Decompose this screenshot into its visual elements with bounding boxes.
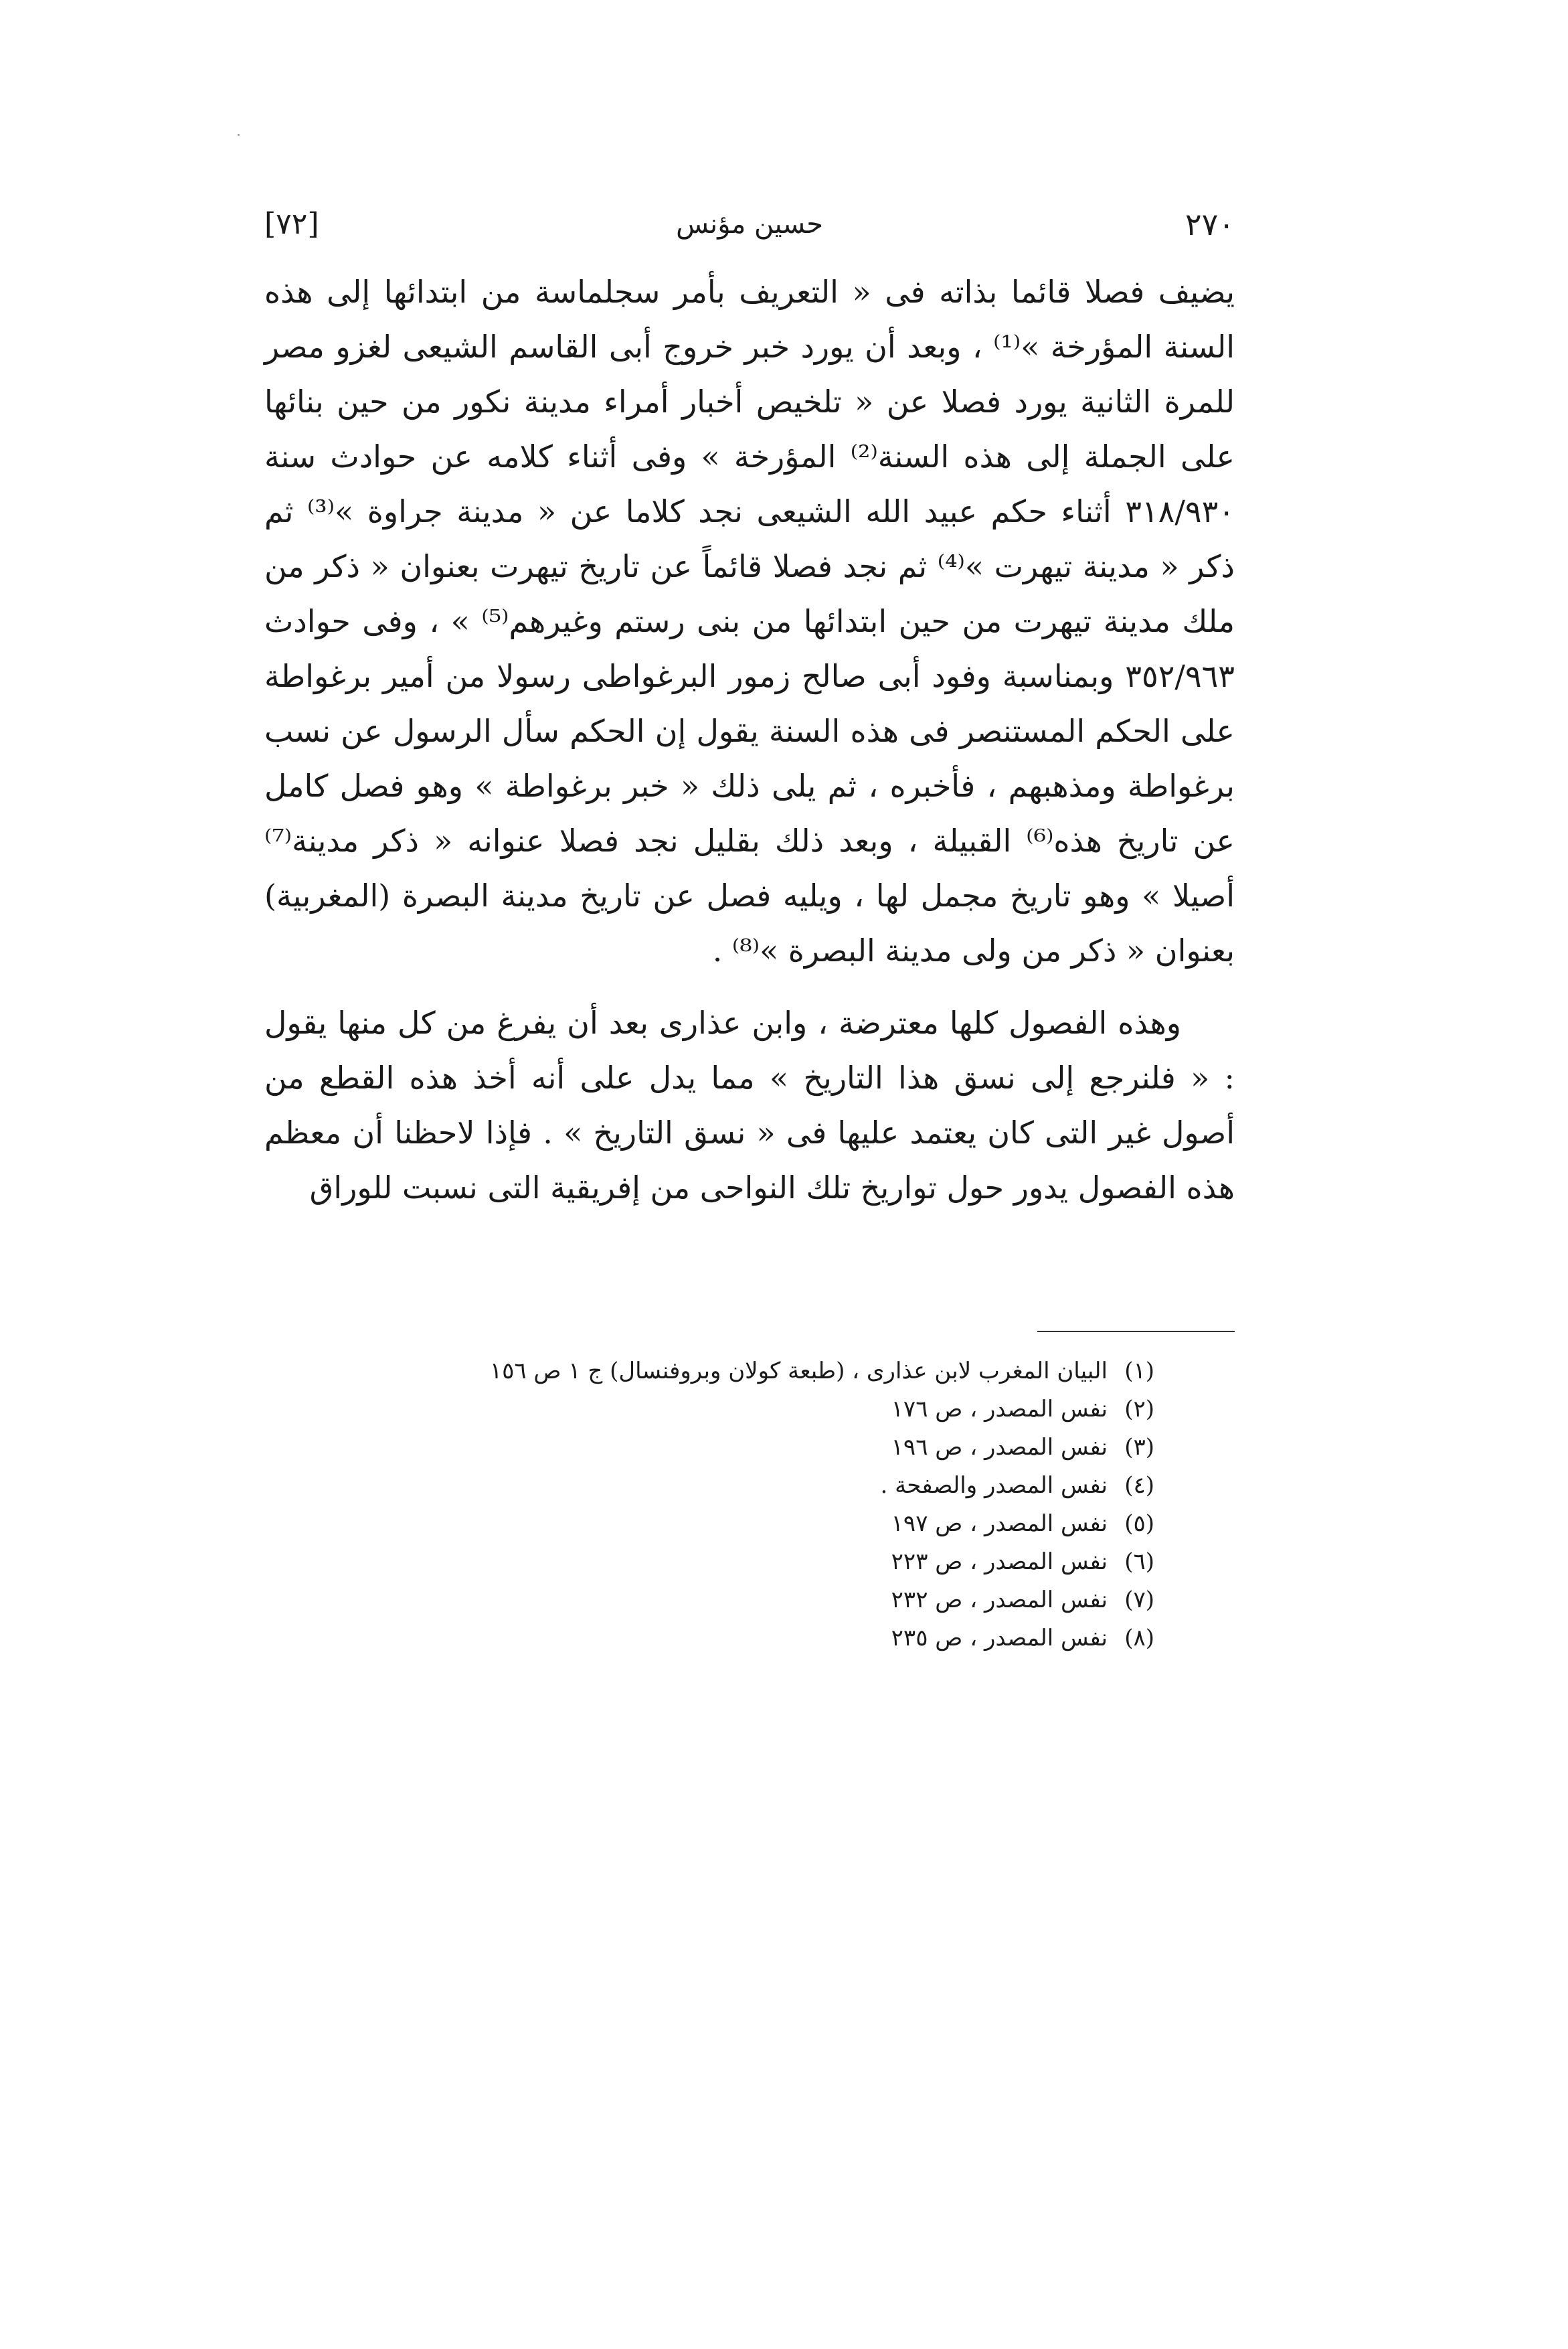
footnote [264,1429,1154,1467]
footnote-marker: (٦) [1124,1548,1154,1575]
footnote-marker: (٨) [1124,1625,1154,1651]
footnote-text: نفس المصدر ، ص ٢٢٣ [891,1548,1108,1575]
footnote-marker: (١) [1124,1358,1154,1384]
footnote-marker: (٥) [1124,1510,1154,1537]
body-text [264,264,1235,1215]
paragraph: يضيف فصلا قائما بذاته فى « التعريف بأمر سجلماسة من ابتدائها إلى هذه السنة المؤرخة »⁽¹⁾ ، وبعد أن يورد خبر خروج أبى القاسم الشيعى لغزو مصر للمرة الثانية يورد فصلا عن « تلخيص أخبار أمراء مدينة نكور من حين بنائها على الجملة إلى هذه السنة⁽²⁾ المؤرخة » وفى أثناء كلامه عن حوادث سنة ٣١٨/٩٣٠ أثناء حكم عبيد الله الشيعى نجد كلاما عن « مدينة جراوة »⁽³⁾ ثم ذكر « مدينة تيهرت »⁽⁴⁾ ثم نجد فصلا قائماً عن تاريخ تيهرت بعنوان « ذكر من ملك مدينة تيهرت من حين ابتدائها من بنى رستم وغيرهم⁽⁵⁾ » ، وفى حوادث ٣٥٢/٩٦٣ وبمناسبة وفود أبى صالح زمور البرغواطى رسولا من أمير برغواطة على الحكم المستنصر فى هذه السنة يقول إن الحكم سأل الرسول عن نسب برغواطة ومذهبهم ، فأخبره ، ثم يلى ذلك « خبر برغواطة » وهو فصل كامل عن تاريخ هذه⁽⁶⁾ القبيلة ، وبعد ذلك بقليل نجد فصلا عنوانه « ذكر مدينة⁽⁷⁾ أصيلا » وهو تاريخ مجمل لها ، ويليه فصل عن تاريخ مدينة البصرة (المغربية) بعنوان « ذكر من ولى مدينة البصرة »⁽⁸⁾ . [264,274,1235,969]
footnote [264,1352,1154,1390]
footnote-text: نفس المصدر ، ص ١٩٦ [891,1434,1108,1461]
footnote-text: نفس المصدر ، ص ٢٣٢ [891,1587,1108,1613]
footnotes-list [264,1352,1154,1657]
footnote [264,1619,1154,1657]
scan-speck [238,134,240,136]
section-number: [٧٢] [264,207,319,241]
footnote [264,1581,1154,1619]
footnote-text: نفس المصدر ، ص ٢٣٥ [891,1625,1108,1651]
footnote-marker: (٤) [1124,1472,1154,1499]
footnote-text: البيان المغرب لابن عذارى ، (طبعة كولان وبروفنسال) ج ١ ص ١٥٦ [489,1358,1108,1384]
running-title: حسين مؤنس [676,209,823,240]
footnote [264,1467,1154,1505]
page-number: ٢٧٠ [1185,206,1235,242]
page-header [264,201,1235,248]
footnote [264,1543,1154,1581]
footnote-marker: (٣) [1124,1434,1154,1461]
footnote-marker: (٢) [1124,1396,1154,1423]
footnote [264,1390,1154,1429]
paragraph: وهذه الفصول كلها معترضة ، وابن عذارى بعد أن يفرغ من كل منها يقول : « فلنرجع إلى نسق هذا التاريخ » مما يدل على أنه أخذ هذه القطع من أصول غير التى كان يعتمد عليها فى « نسق التاريخ » . فإذا لاحظنا أن معظم هذه الفصول يدور حول تواريخ تلك النواحى من إفريقية التى نسبت للوراق [264,1005,1235,1206]
footnote-marker: (٧) [1124,1587,1154,1613]
footnote-text: نفس المصدر ، ص ١٧٦ [891,1396,1108,1423]
footnote [264,1505,1154,1543]
footnote-text: نفس المصدر ، ص ١٩٧ [891,1510,1108,1537]
footnote-text: نفس المصدر والصفحة . [880,1472,1108,1499]
footnote-divider [1037,1331,1235,1332]
